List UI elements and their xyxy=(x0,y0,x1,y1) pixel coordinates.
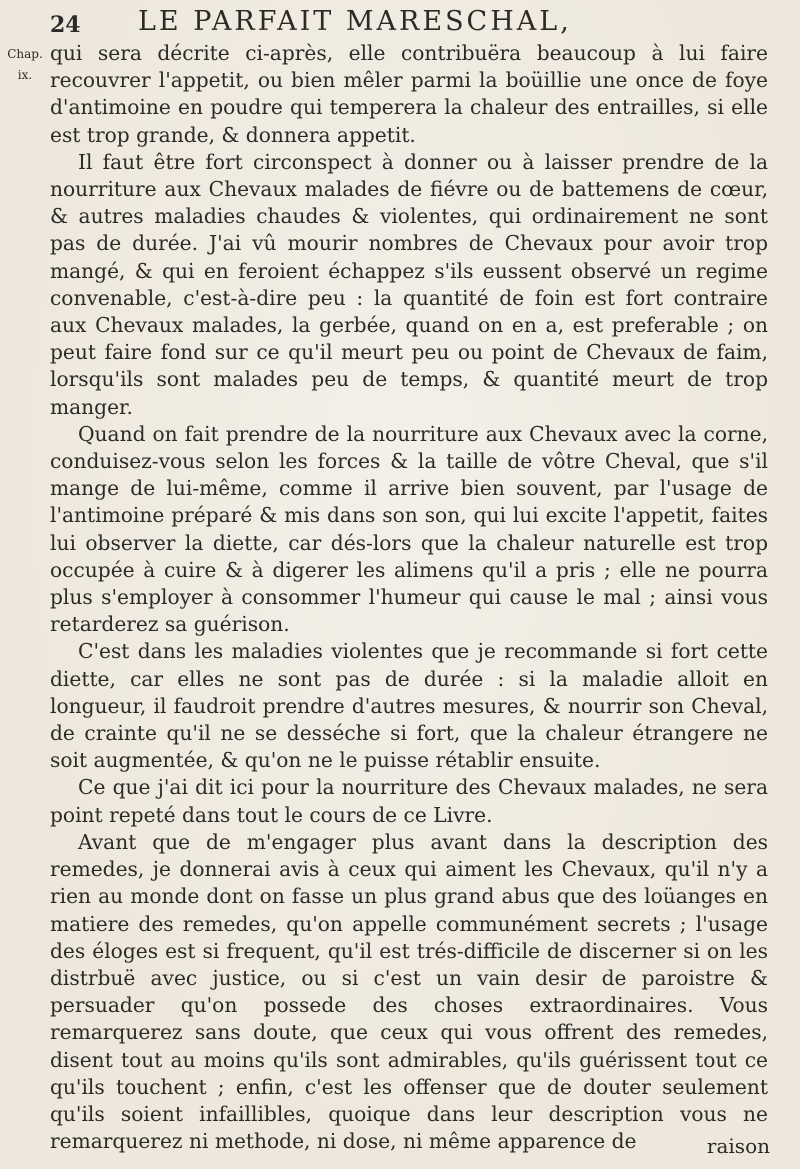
running-title: LE PARFAIT MARESCHAL, xyxy=(138,6,572,37)
page-number: 24 xyxy=(50,12,81,38)
catchword: raison xyxy=(706,1134,770,1158)
margin-chapter-number: ix. xyxy=(17,68,33,82)
margin-chapter-label: Chap. xyxy=(7,47,43,61)
paragraph-6: Avant que de m'engager plus avant dans la description des remedes, je donnerai avis à ceux qui aiment les Chevaux, qu'il n'y a rien au monde dont on fasse un plus grand abus que des loüanges en matiere des remedes, qu'on appelle communément secrets ; l'usage des éloges est si frequent, qu'il est trés-difficile de discerner si on les distrbuë avec justice, ou si c'est un vain desir de paroistre & persuader qu'on possede des choses extraordinaires. Vous remarquerez sans doute, que ceux qui vous offrent des remedes, disent tout au moins qu'ils sont admirables, qu'ils guérissent tout ce qu'ils touchent ; enfin, c'est les offenser que de douter seulement qu'ils soient infaillibles, quoique dans leur description vous ne remarquerez ni methode, ni dose, ni même apparence de xyxy=(50,829,768,1154)
paragraph-1: qui sera décrite ci-après, elle contribuëra beaucoup à lui faire recouvrer l'appetit, ou bien mêler parmi la boüillie une once de foye d'antimoine en poudre qui temperera la chaleur des entrailles, si elle est trop grande, & donnera appetit. xyxy=(50,41,768,147)
paragraph-5: Ce que j'ai dit ici pour la nourriture des Chevaux malades, ne sera point repeté dans tout le cours de ce Livre. xyxy=(50,775,768,827)
running-head xyxy=(50,4,780,38)
body-text xyxy=(50,40,768,1155)
margin-chapter-note xyxy=(2,44,48,86)
paragraph-3: Quand on fait prendre de la nourriture aux Chevaux avec la corne, conduisez-vous selon les forces & la taille de vôtre Cheval, que s'il mange de lui-même, comme il arrive bien souvent, par l'usage de l'antimoine préparé & mis dans son son, qui lui excite l'appetit, faites lui observer la diette, car dés-lors que la chaleur naturelle est trop occupée à cuire & à digerer les alimens qu'il a pris ; elle ne pourra plus s'employer à consommer l'humeur qui cause le mal ; ainsi vous retarderez sa guérison. xyxy=(50,421,768,637)
paragraph-2: Il faut être fort circonspect à donner ou à laisser prendre de la nourriture aux Chevaux malades de fiévre ou de battemens de cœur, & autres maladies chaudes & violentes, qui ordinairement ne sont pas de durée. J'ai vû mourir nombres de Chevaux pour avoir trop mangé, & qui en feroient échappez s'ils eussent observé un regime convenable, c'est-à-dire peu : la quantité de foin est fort contraire aux Chevaux malades, la gerbée, quand on en a, est preferable ; on peut faire fond sur ce qu'il meurt peu ou point de Chevaux de faim, lorsqu'ils sont malades peu de temps, & quantité meurt de trop manger. xyxy=(50,149,768,419)
paragraph-4: C'est dans les maladies violentes que je recommande si fort cette diette, car elles ne sont pas de durée : si la maladie alloit en longueur, il faudroit prendre d'autres mesures, & nourrir son Cheval, de crainte qu'il ne se desséche si fort, que la chaleur étrangere ne soit augmentée, & qu'on ne le puisse rétablir ensuite. xyxy=(50,639,768,773)
